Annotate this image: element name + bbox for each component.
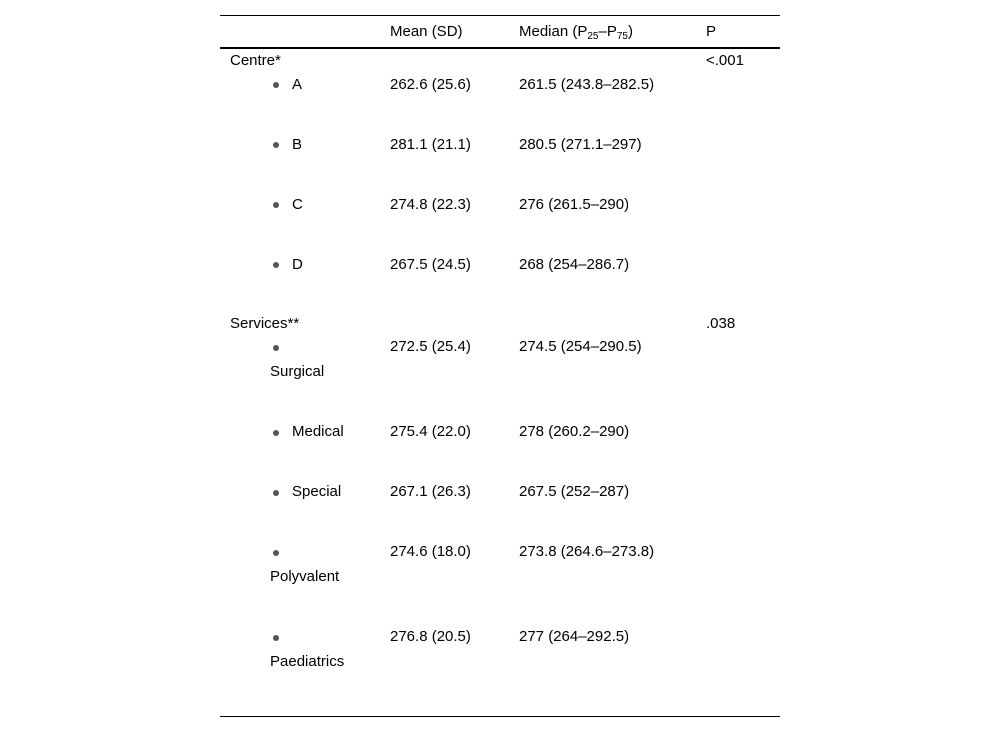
row-median-centre-b: 280.5 (271.1–297) [519,136,642,153]
bullet-icon [273,635,279,641]
row-median-services-paediatrics: 277 (264–292.5) [519,628,630,645]
header-p: P [706,23,717,40]
row-median-centre-c: 276 (261.5–290) [519,196,630,213]
row-label-services-surgical: Surgical [270,363,325,380]
bullet-icon [273,430,279,436]
header-median-prefix: Median (P [519,23,588,40]
header-divider [220,47,780,49]
row-median-services-medical: 278 (260.2–290) [519,423,630,440]
row-median-services-polyvalent: 273.8 (264.6–273.8) [519,543,655,560]
header-median-suffix: ) [627,23,633,40]
header-mean: Mean (SD) [390,23,463,40]
bullet-icon [273,82,279,88]
row-label-services-polyvalent: Polyvalent [270,568,340,585]
header-median-dash: –P [598,23,617,40]
row-mean-centre-c: 274.8 (22.3) [390,196,471,213]
row-median-centre-d: 268 (254–286.7) [519,256,630,273]
row-mean-centre-a: 262.6 (25.6) [390,76,471,93]
row-label-services-medical: Medical [292,423,344,440]
row-mean-services-polyvalent: 274.6 (18.0) [390,543,471,560]
row-mean-services-medical: 275.4 (22.0) [390,423,471,440]
header-median-sub1: 25 [587,31,599,42]
bullet-icon [273,345,279,351]
bullet-icon [273,490,279,496]
row-mean-services-surgical: 272.5 (25.4) [390,338,471,355]
data-table [220,15,780,717]
row-label-centre-a: A [292,76,303,93]
bullet-icon [273,550,279,556]
group-label-centre: Centre* [230,52,281,69]
row-mean-centre-d: 267.5 (24.5) [390,256,471,273]
bullet-icon [273,202,279,208]
group-p-services: .038 [706,315,736,332]
header-median [519,23,633,41]
row-median-services-surgical: 274.5 (254–290.5) [519,338,642,355]
bullet-icon [273,142,279,148]
row-label-centre-c: C [292,196,303,213]
row-label-services-special: Special [292,483,342,500]
header-median-sub2: 75 [616,31,628,42]
row-mean-services-special: 267.1 (26.3) [390,483,471,500]
row-median-services-special: 267.5 (252–287) [519,483,630,500]
bullet-icon [273,262,279,268]
group-p-centre: <.001 [706,52,744,69]
row-label-centre-d: D [292,256,303,273]
row-median-centre-a: 261.5 (243.8–282.5) [519,76,655,93]
row-mean-services-paediatrics: 276.8 (20.5) [390,628,471,645]
row-label-centre-b: B [292,136,303,153]
row-mean-centre-b: 281.1 (21.1) [390,136,471,153]
row-label-services-paediatrics: Paediatrics [270,653,345,670]
group-label-services: Services** [230,315,300,332]
